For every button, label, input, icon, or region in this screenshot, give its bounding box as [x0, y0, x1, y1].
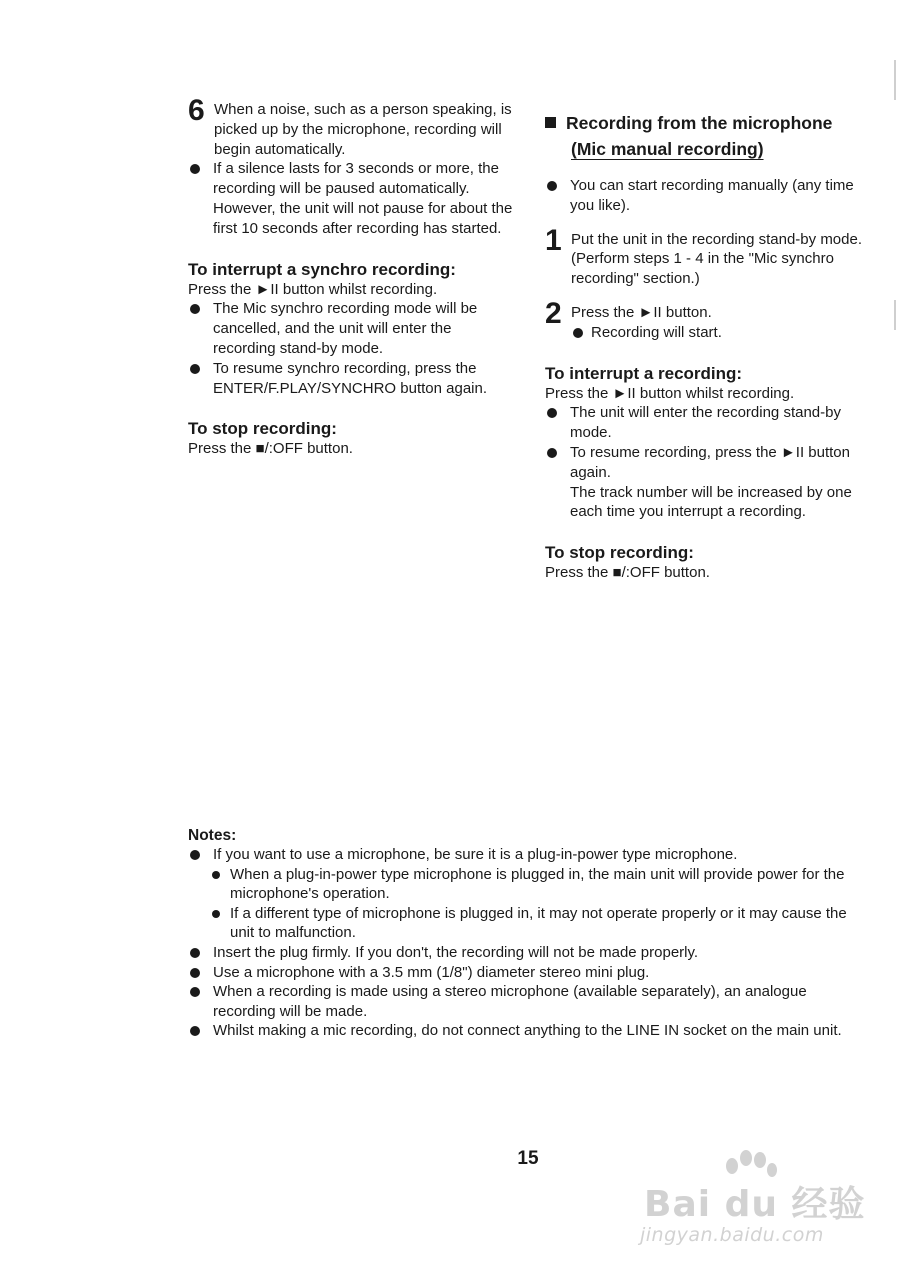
stop-recording-text: Press the ■/:OFF button. [545, 564, 710, 582]
list-item: Insert the plug firmly. If you don't, the recording will not be made properly. [188, 943, 870, 963]
step-number: 6 [188, 94, 205, 127]
step-number: 2 [545, 296, 562, 330]
watermark [640, 1150, 880, 1260]
step-1 [545, 223, 872, 289]
list-item: If a different type of microphone is plugged in, it may not operate properly or it may cause the unit to malfunction. [210, 904, 870, 943]
scan-edge-mark [894, 60, 896, 100]
list-item: To resume synchro recording, press the ENTER/F.PLAY/SYNCHRO button again. [188, 359, 516, 399]
watermark-url: jingyan.baidu.com [640, 1224, 824, 1246]
list-item: You can start recording manually (any time you like). [545, 176, 872, 216]
list-item: Recording will start. [571, 323, 872, 343]
list-item: Whilst making a mic recording, do not connect anything to the LINE IN socket on the main unit. [188, 1021, 870, 1041]
section-title-line2: (Mic manual recording) [571, 139, 764, 159]
right-column [545, 110, 872, 583]
list-item: To resume recording, press the ►II button again. [545, 443, 872, 483]
square-bullet-icon [545, 117, 556, 128]
list-item: Use a microphone with a 3.5 mm (1/8") diameter stereo mini plug. [188, 963, 870, 983]
interrupt-recording-text: Press the ►II button whilst recording. [545, 384, 795, 402]
stop-recording-text: Press the ■/:OFF button. [188, 440, 353, 458]
list-item: When a recording is made using a stereo microphone (available separately), an analogue recording will be made. [188, 982, 870, 1021]
step-text: Put the unit in the recording stand-by mode. (Perform steps 1 - 4 in the "Mic synchro recording" section.) [571, 230, 863, 288]
step-2 [545, 296, 872, 343]
left-column [188, 94, 516, 459]
page-number: 15 [517, 1148, 539, 1169]
step-text: When a noise, such as a person speaking, is picked up by the microphone, recording will begin automatically. [214, 101, 512, 158]
scan-edge-mark [894, 300, 896, 330]
step-6 [188, 94, 516, 159]
notes-section [188, 826, 870, 1041]
stop-recording-heading: To stop recording: [188, 419, 337, 439]
section-title [545, 110, 872, 162]
section-title-line1: Recording from the microphone [566, 113, 833, 133]
step-number: 1 [545, 223, 562, 257]
list-item: The Mic synchro recording mode will be cancelled, and the unit will enter the recording stand-by mode. [188, 299, 516, 358]
list-item: If you want to use a microphone, be sure it is a plug-in-power type microphone. [188, 845, 870, 865]
list-item: When a plug-in-power type microphone is plugged in, the main unit will provide power for the microphone's operation. [210, 865, 870, 904]
watermark-brand: Bai du 经验 [644, 1184, 866, 1225]
list-item: The unit will enter the recording stand-by mode. [545, 403, 872, 443]
interrupt-synchro-heading: To interrupt a synchro recording: [188, 259, 456, 279]
stop-recording-heading: To stop recording: [545, 543, 694, 563]
list-item: If a silence lasts for 3 seconds or more, the recording will be paused automatically. However, the unit will not pause for about the first 10 seconds after recording has started. [188, 159, 516, 238]
interrupt-recording-heading: To interrupt a recording: [545, 363, 743, 383]
step-text: Press the ►II button. [571, 303, 712, 321]
interrupt-synchro-text: Press the ►II button whilst recording. [188, 280, 438, 298]
notes-heading: Notes: [188, 827, 237, 844]
interrupt-note: The track number will be increased by one each time you interrupt a recording. [570, 483, 852, 521]
